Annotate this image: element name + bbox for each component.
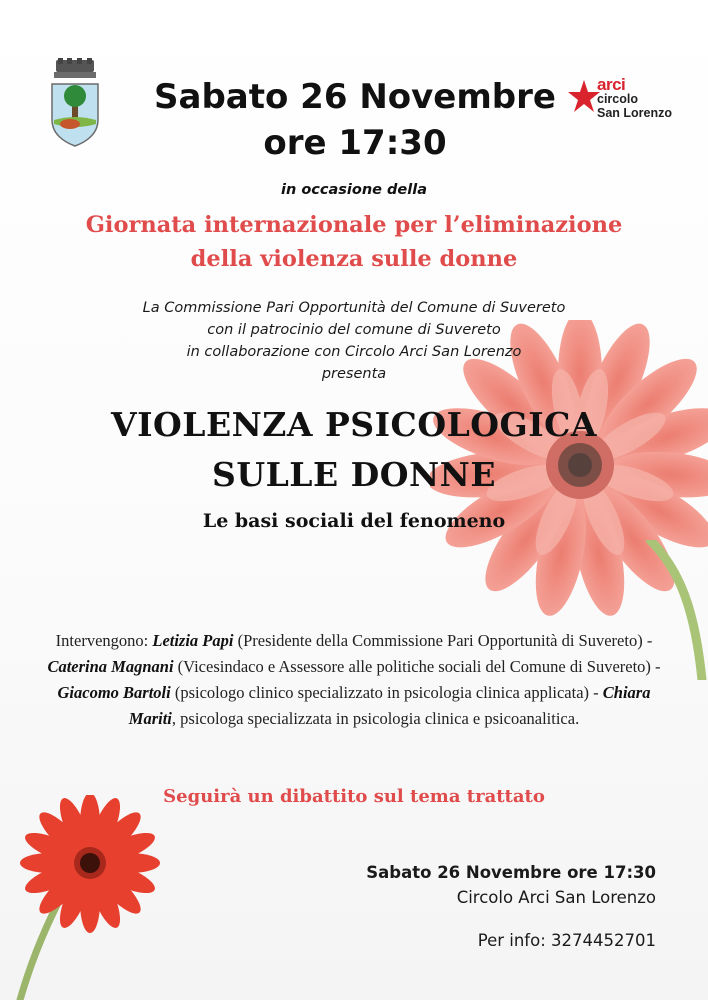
speakers-paragraph (40, 628, 668, 732)
footer-venue: Circolo Arci San Lorenzo (456, 888, 656, 907)
presenters-line4: presenta (321, 366, 387, 382)
speaker-role: (psicologo clinico specializzato in psicologia clinica applicata) - (174, 683, 599, 702)
presenters-block (0, 297, 708, 385)
speaker-role: (Vicesindaco e Assessore alle politiche sociali del Comune di Suvereto) - (177, 657, 661, 676)
arci-logo-line1: circolo (597, 92, 638, 106)
speaker-role: , psicologa specializzata in psicologia clinica e psicoanalitica. (171, 709, 580, 728)
event-time: ore 17:30 (263, 123, 447, 163)
main-title (0, 400, 708, 500)
event-date: Sabato 26 Novembre (154, 77, 556, 117)
speakers-intro: Intervengono: (55, 631, 149, 650)
main-title-line1: VIOLENZA PSICOLOGICA (110, 405, 598, 444)
giornata-line2: della violenza sulle donne (190, 246, 518, 272)
giornata-line1: Giornata internazionale per l’eliminazione (85, 212, 623, 238)
speaker-name: Letizia Papi (152, 631, 234, 650)
speaker-role: (Presidente della Commissione Pari Opportunità di Suvereto) - (237, 631, 653, 650)
speaker-name: Chiara Mariti (128, 683, 651, 728)
speaker-name: Giacomo Bartoli (57, 683, 171, 702)
arci-logo-line2: San Lorenzo (597, 106, 673, 120)
arci-logo (597, 75, 673, 120)
occasion-text: in occasione della (281, 182, 427, 198)
presenters-line1: La Commissione Pari Opportunità del Comune di Suvereto (142, 300, 566, 316)
footer-contact: Per info: 3274452701 (477, 931, 656, 950)
presenters-line2: con il patrocinio del comune di Suvereto (207, 322, 501, 338)
arci-logo-word: arci (597, 75, 626, 94)
comune-crest-icon (48, 58, 102, 148)
debate-text: Seguirà un dibattito sul tema trattato (163, 786, 545, 807)
footer-info (366, 860, 656, 953)
event-date-heading (140, 74, 570, 166)
speaker-name: Caterina Magnani (47, 657, 174, 676)
presenters-line3: in collaborazione con Circolo Arci San Lorenzo (186, 344, 522, 360)
small-gerbera-flower-icon (12, 795, 162, 1000)
footer-datetime: Sabato 26 Novembre ore 17:30 (366, 863, 656, 882)
giornata-heading (0, 208, 708, 276)
main-title-line2: SULLE DONNE (211, 455, 496, 494)
subtitle: Le basi sociali del fenomeno (202, 510, 506, 532)
